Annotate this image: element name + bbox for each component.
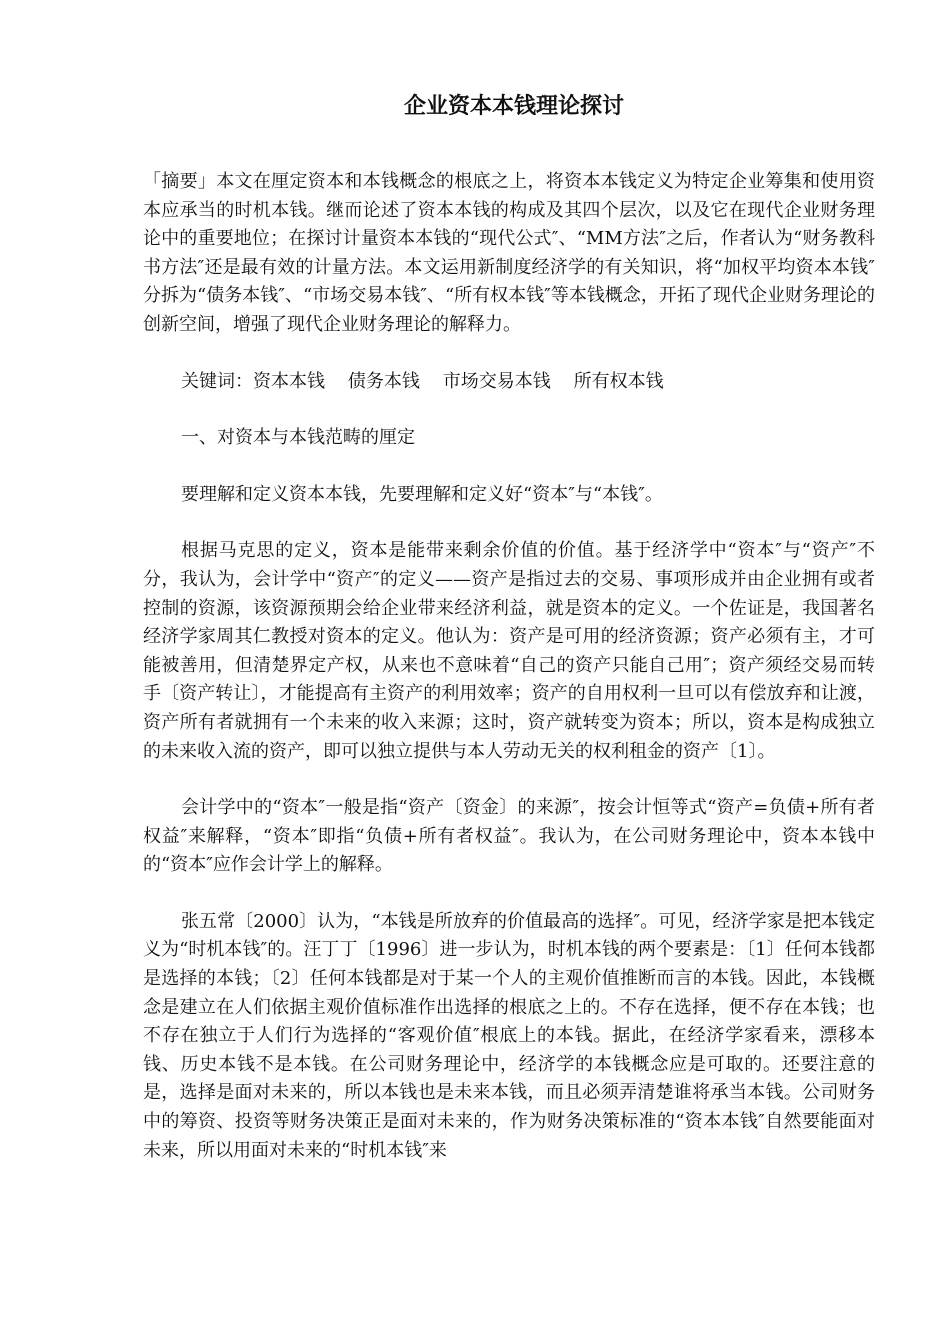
body-paragraph: 张五常〔2000〕认为，“本钱是所放弃的价值最高的选择″。可见，经济学家是把本钱定义为“时机本钱″的。汪丁丁〔1996〕进一步认为，时机本钱的两个要素是：〔1〕任何本钱都是选择的本钱；〔2〕任何本钱都是对于某一个人的主观价值推断而言的本钱。因此，本钱概念是建立在人们依据主观价值标准作出选择的根底之上的。不存在选择，便不存在本钱；也不存在独立于人们行为选择的“客观价值″根底上的本钱。据此，在经济学家看来，漂移本钱、历史本钱不是本钱。在公司财务理论中，经济学的本钱概念应是可取的。还要注意的是，选择是面对未来的，所以本钱也是未来本钱，而且必须弄清楚谁将承当本钱。公司财务中的筹资、投资等财务决策正是面对未来的，作为财务决策标准的“资本本钱″自然要能面对未来，所以用面对未来的“时机本钱″来 — [143, 910, 875, 1161]
body-paragraph: 会计学中的“资本″一般是指“资产〔资金〕的来源″，按会计恒等式“资产=负债+所有者权益″来解释，“资本″即指“负债+所有者权益″。我认为，在公司财务理论中，资本本钱中的“资本″应作会计学上的解释。 — [143, 797, 875, 876]
keywords-line: 关键词：资本本钱 债务本钱 市场交易本钱 所有权本钱 — [181, 370, 664, 392]
abstract-paragraph: 「摘要」本文在厘定资本和本钱概念的根底之上，将资本本钱定义为特定企业筹集和使用资本应承当的时机本钱。继而论述了资本本钱的构成及其四个层次，以及它在现代企业财务理论中的重要地位；在探讨计量资本本钱的“现代公式″、“MM方法″之后，作者认为“财务教科书方法″还是最有效的计量方法。本文运用新制度经济学的有关知识，将“加权平均资本本钱″分拆为“债务本钱″、“市场交易本钱″、“所有权本钱″等本钱概念，开拓了现代企业财务理论的创新空间，增强了现代企业财务理论的解释力。 — [143, 171, 875, 335]
body-paragraph: 要理解和定义资本本钱，先要理解和定义好“资本″与“本钱″。 — [181, 483, 663, 505]
section-heading: 一、对资本与本钱范畴的厘定 — [181, 427, 415, 449]
body-paragraph: 根据马克思的定义，资本是能带来剩余价值的价值。基于经济学中“资本″与“资产″不分，我认为，会计学中“资产″的定义——资产是指过去的交易、事项形成并由企业拥有或者控制的资源，该资源预期会给企业带来经济利益，就是资本的定义。一个佐证是，我国著名经济学家周其仁教授对资本的定义。他认为：资产是可用的经济资源；资产必须有主，才可能被善用，但清楚界定产权，从来也不意味着“自己的资产只能自己用″；资产须经交易而转手〔资产转让〕，才能提高有主资产的利用效率；资产的自用权利一旦可以有偿放弃和让渡，资产所有者就拥有一个未来的收入来源；这时，资产就转变为资本；所以，资本是构成独立的未来收入流的资产，即可以独立提供与本人劳动无关的权利租金的资产〔1〕。 — [143, 540, 875, 762]
document-page — [143, 88, 875, 1193]
document-title: 企业资本本钱理论探讨 — [403, 93, 624, 119]
